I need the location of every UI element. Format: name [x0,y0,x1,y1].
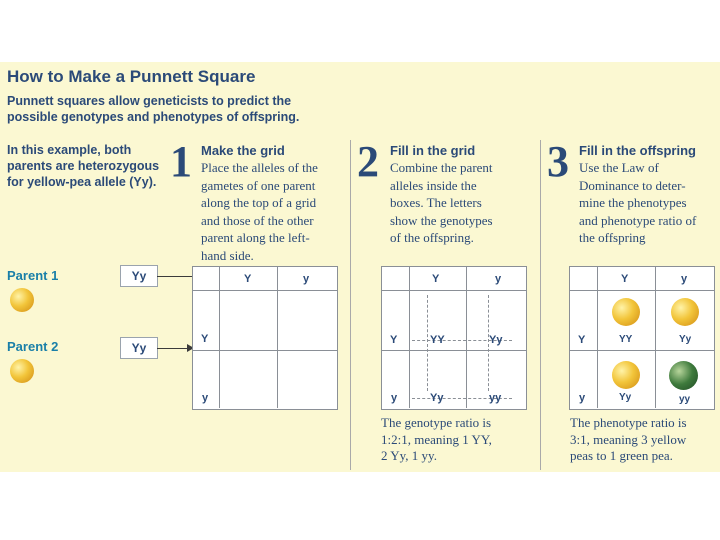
punnett-grid-genotypes [381,266,527,410]
grid3-top-allele: y [681,273,688,285]
step-2-number: 2 [357,137,379,186]
step-1-body: Place the alleles of the gametes of one parent along the top of a grid and those of the other parent along the left- hand side. [201,160,318,263]
grid1-left-allele: y [202,392,209,404]
grid2-cell: Yy [430,392,444,404]
phenotype-ratio-text: The phenotype ratio is 3:1, meaning 3 yellow peas to 1 green pea. [570,415,687,463]
grid2-left-allele: y [391,392,398,404]
step-1-heading: Make the grid [201,143,285,158]
grid2-top-allele: Y [432,273,440,285]
grid3-left-allele: Y [578,334,586,346]
arrow-right-icon [157,348,187,349]
grid1-top-allele: Y [244,273,252,285]
column-divider [540,140,541,470]
punnett-grid-empty [192,266,338,410]
yellow-pea-icon [10,359,34,383]
grid1-left-allele: Y [201,333,209,345]
grid2-cell: YY [430,334,445,346]
yellow-pea-icon [10,288,34,312]
step-1-number: 1 [170,137,192,186]
intro-text: Punnett squares allow geneticists to predict the possible genotypes and phenotypes of offspring. [7,94,300,124]
step-2-body: Combine the parent alleles inside the boxes. The letters show the genotypes of the offspring. [390,160,493,245]
page-title: How to Make a Punnett Square [7,67,256,86]
grid1-top-allele: y [303,273,310,285]
column-divider [350,140,351,470]
grid2-left-allele: Y [390,334,398,346]
example-text: In this example, both parents are heterozygous for yellow-pea allele (Yy). [7,143,160,189]
genotype-ratio-text: The genotype ratio is 1:2:1, meaning 1 YY, 2 Yy, 1 yy. [381,415,492,463]
yellow-pea-icon [671,298,699,326]
punnett-grid-phenotypes [569,266,715,410]
parent-2-genotype: Yy [120,337,158,359]
grid3-top-allele: Y [621,273,629,285]
yellow-pea-icon [612,298,640,326]
grid2-cell: Yy [489,334,503,346]
step-3-body: Use the Law of Dominance to deter- mine the phenotypes and phenotype ratio of the offspring [579,160,697,245]
parent-2-label: Parent 2 [7,339,59,354]
yellow-pea-icon [612,361,640,389]
step-3-number: 3 [547,137,569,186]
green-pea-icon [669,361,698,390]
step-2-heading: Fill in the grid [390,143,476,158]
parent-1-label: Parent 1 [7,268,59,283]
grid2-cell: yy [489,392,502,404]
grid3-left-allele: y [579,392,586,404]
parent-1-genotype: Yy [120,265,158,287]
grid2-top-allele: y [495,273,502,285]
grid3-cell: yy [679,394,691,405]
grid3-cell: Yy [679,334,692,345]
step-3-heading: Fill in the offspring [579,143,696,158]
grid3-cell: Yy [619,392,632,403]
grid3-cell: YY [619,334,633,345]
